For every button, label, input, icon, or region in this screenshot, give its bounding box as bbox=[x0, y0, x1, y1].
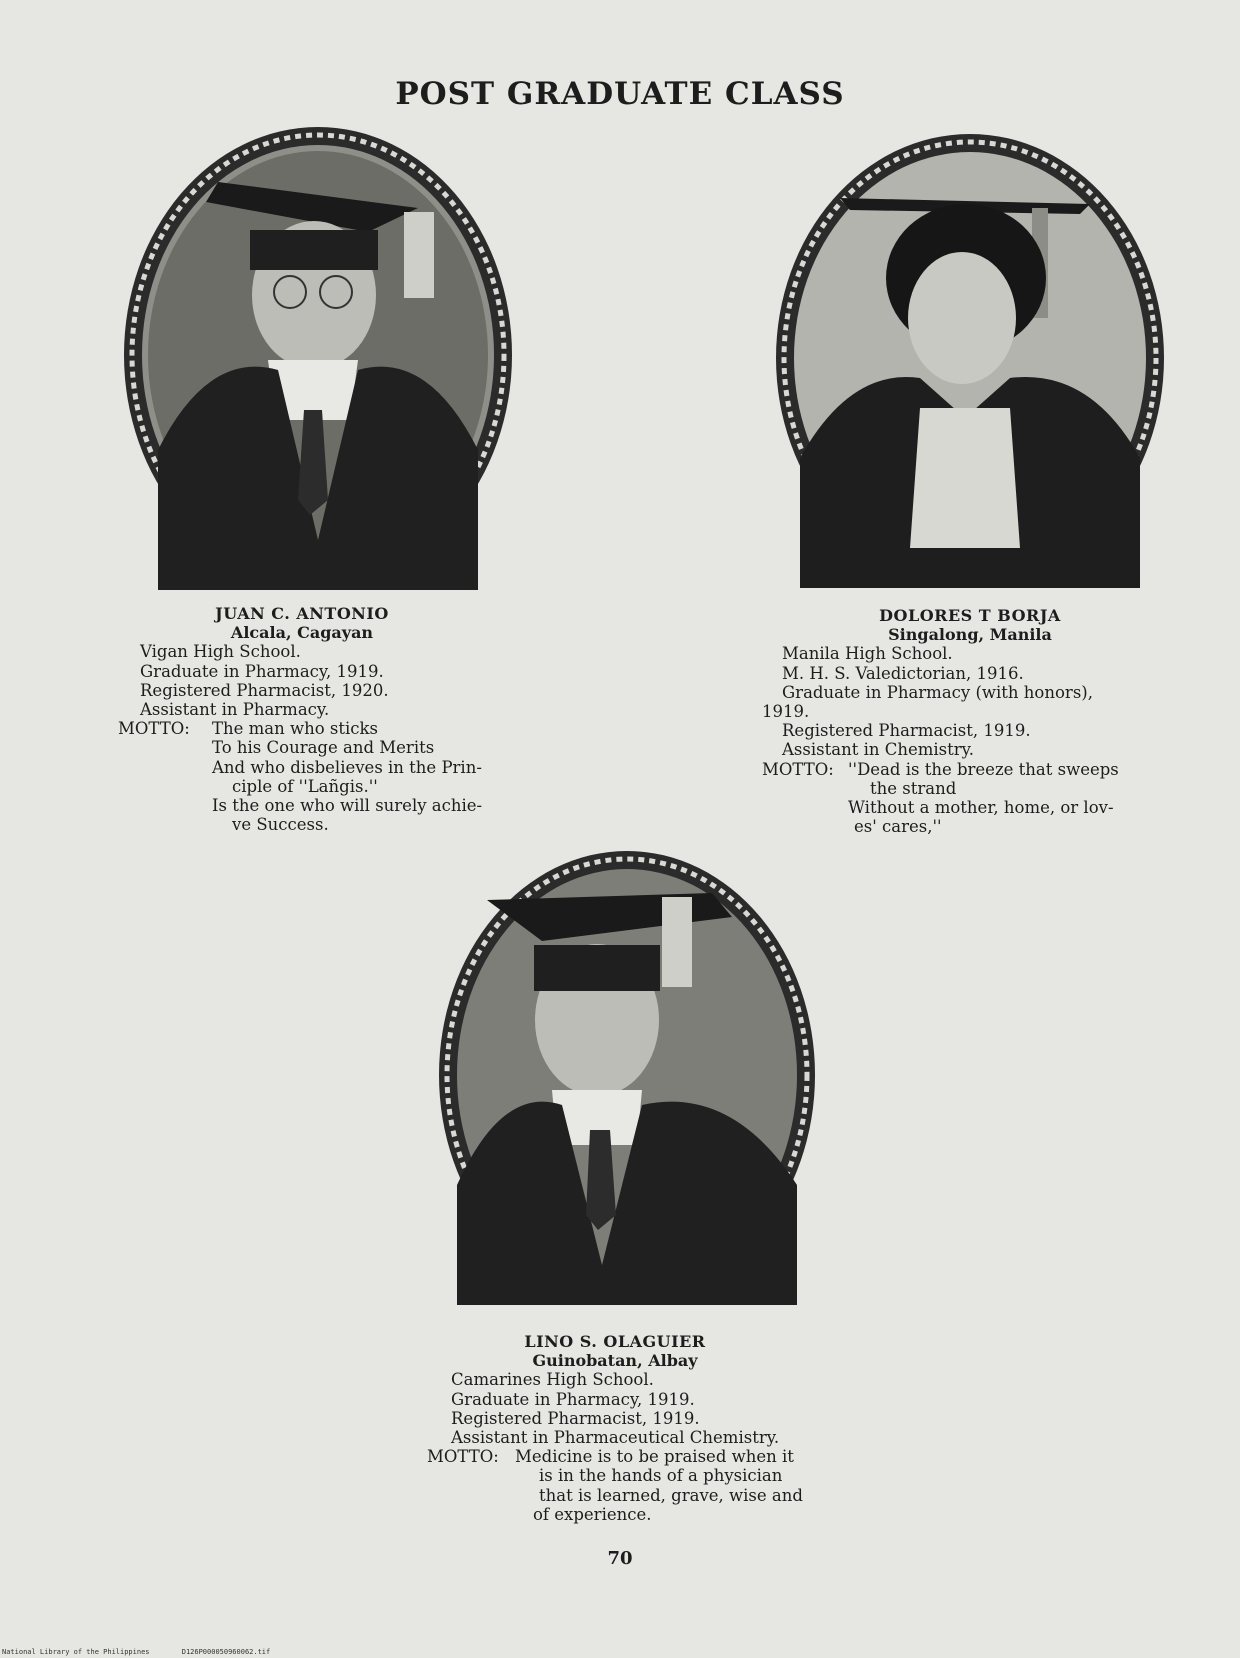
detail-line: Graduate in Pharmacy, 1919. bbox=[140, 661, 384, 681]
detail-line: 1919. bbox=[762, 702, 810, 722]
motto-line: ciple of ''Lañgis.'' bbox=[232, 776, 378, 796]
oval-portrait-frame bbox=[432, 845, 822, 1305]
motto-line: is in the hands of a physician bbox=[539, 1466, 783, 1486]
detail-line: Manila High School. bbox=[782, 644, 953, 664]
graduate-name: LINO S. OLAGUIER bbox=[524, 1332, 706, 1351]
detail-line: M. H. S. Valedictorian, 1916. bbox=[782, 663, 1024, 683]
motto-line: And who disbelieves in the Prin- bbox=[212, 757, 482, 777]
graduate-hometown: Guinobatan, Albay bbox=[532, 1351, 698, 1371]
motto-line: Medicine is to be praised when it bbox=[515, 1447, 794, 1467]
detail-line: Registered Pharmacist, 1920. bbox=[140, 680, 389, 700]
motto-line: The man who sticks bbox=[212, 719, 379, 739]
motto-label: MOTTO: bbox=[427, 1447, 499, 1467]
motto-line: To his Courage and Merits bbox=[212, 738, 435, 758]
detail-line: Camarines High School. bbox=[451, 1370, 654, 1390]
caption-juan-antonio bbox=[112, 604, 532, 834]
motto-line: of experience. bbox=[533, 1504, 652, 1524]
detail-line: Registered Pharmacist, 1919. bbox=[451, 1408, 700, 1428]
graduate-name: DOLORES T BORJA bbox=[879, 606, 1061, 625]
motto-label: MOTTO: bbox=[118, 719, 190, 739]
motto-line: Is the one who will surely achie- bbox=[212, 796, 483, 816]
graduate-hometown: Singalong, Manila bbox=[888, 625, 1052, 645]
graduate-name: JUAN C. ANTONIO bbox=[215, 604, 389, 623]
portrait-lino-olaguier bbox=[432, 845, 822, 1305]
caption-lino-olaguier bbox=[425, 1332, 845, 1524]
detail-line: Graduate in Pharmacy, 1919. bbox=[451, 1389, 695, 1409]
portrait-juan-antonio bbox=[118, 120, 518, 590]
motto-line: Without a mother, home, or lov- bbox=[848, 798, 1114, 818]
detail-line: Vigan High School. bbox=[140, 642, 301, 662]
library-credit: National Library of the Philippines bbox=[2, 1648, 150, 1656]
detail-line: Graduate in Pharmacy (with honors), bbox=[782, 682, 1093, 702]
page-title: POST GRADUATE CLASS bbox=[395, 76, 845, 112]
oval-portrait-frame bbox=[770, 128, 1170, 588]
graduate-hometown: Alcala, Cagayan bbox=[230, 623, 374, 643]
scan-footer bbox=[2, 1648, 298, 1656]
motto-line: es' cares,'' bbox=[854, 817, 942, 837]
detail-line: Assistant in Pharmacy. bbox=[140, 700, 330, 720]
motto-label: MOTTO: bbox=[762, 759, 834, 779]
oval-portrait-frame bbox=[118, 120, 518, 590]
detail-line: Assistant in Chemistry. bbox=[782, 740, 975, 760]
motto-line: that is learned, grave, wise and bbox=[539, 1485, 803, 1505]
caption-dolores-borja bbox=[760, 606, 1180, 836]
file-id: D126P000050960062.tif bbox=[181, 1648, 271, 1656]
motto-line: ve Success. bbox=[232, 815, 329, 835]
detail-line: Assistant in Pharmaceutical Chemistry. bbox=[451, 1428, 780, 1448]
motto-line: ''Dead is the breeze that sweeps bbox=[848, 759, 1119, 779]
detail-line: Registered Pharmacist, 1919. bbox=[782, 721, 1031, 741]
portrait-dolores-borja bbox=[770, 128, 1170, 588]
motto-line: the strand bbox=[870, 778, 957, 798]
page-number: 70 bbox=[607, 1548, 633, 1569]
